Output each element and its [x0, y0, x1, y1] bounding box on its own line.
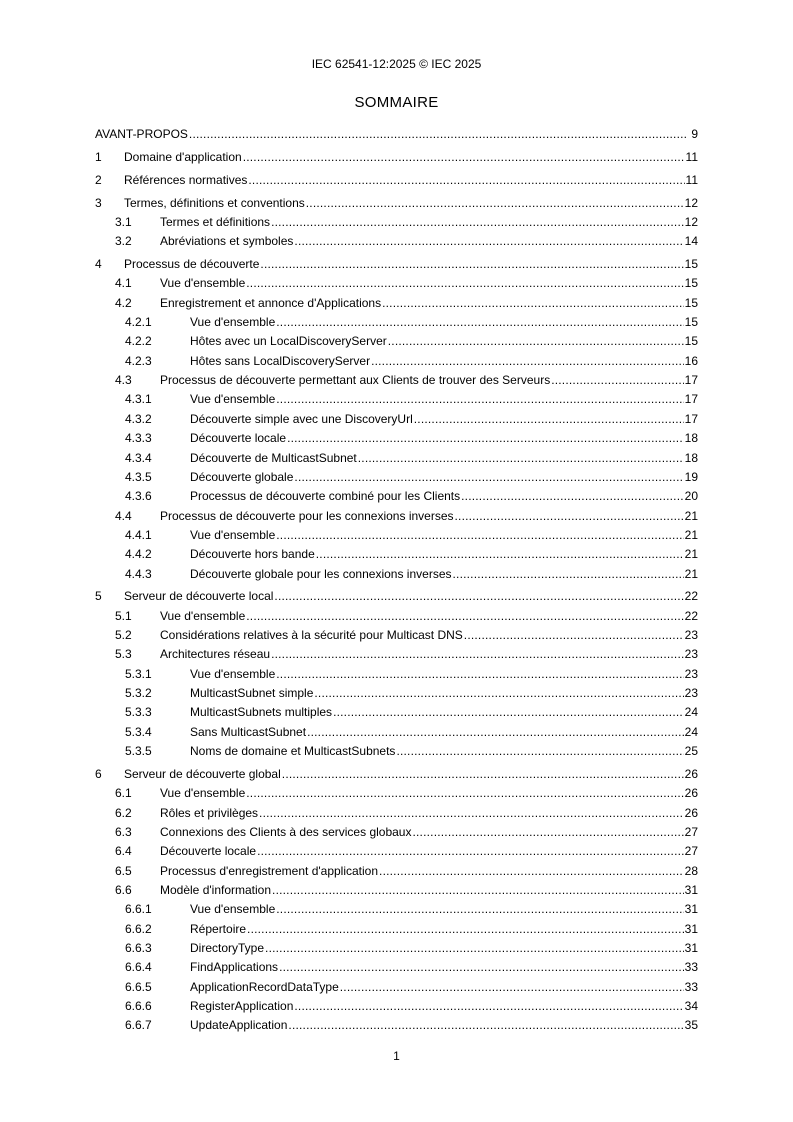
toc-entry[interactable] — [95, 784, 698, 803]
toc-entry-number: 4.4.2 — [125, 547, 152, 562]
toc-entry-page: 31 — [684, 883, 698, 898]
toc-entry[interactable] — [95, 804, 698, 823]
dot-leader — [276, 526, 683, 545]
toc-entry-page: 27 — [684, 844, 698, 859]
toc-entry-page: 26 — [684, 786, 698, 801]
toc-entry-number: 3 — [95, 195, 102, 210]
toc-entry[interactable] — [95, 842, 698, 861]
toc-entry-number: 4.2.1 — [125, 315, 152, 330]
dot-leader — [453, 565, 684, 584]
toc-entry-page: 21 — [684, 527, 698, 542]
toc-entry-number: 5.3.2 — [125, 686, 152, 701]
toc-entry-page: 34 — [684, 999, 698, 1014]
toc-entry-number: 5 — [95, 589, 102, 604]
toc-entry[interactable] — [95, 449, 698, 468]
toc-entry-page: 23 — [684, 686, 698, 701]
toc-entry-number: 4.4.3 — [125, 566, 152, 581]
toc-entry-label: Processus de découverte combiné pour les Clients — [190, 489, 461, 504]
toc-entry-label: Découverte locale — [190, 431, 287, 446]
toc-entry-number: 6.6 — [115, 883, 132, 898]
toc-entry-label: Serveur de découverte global — [124, 767, 281, 781]
toc-entry-label: AVANT-PROPOS — [95, 127, 188, 141]
toc-entry-label: Vue d'ensemble — [190, 902, 276, 917]
toc-entry[interactable] — [95, 978, 698, 997]
dot-leader — [246, 607, 683, 626]
toc-entry-label: Découverte locale — [160, 844, 257, 859]
toc-entry[interactable] — [95, 487, 698, 506]
toc-entry-number: 4.3.1 — [125, 392, 152, 407]
toc-entry[interactable] — [95, 900, 698, 919]
toc-entry-label: Domaine d'application — [124, 149, 242, 164]
toc-entry-page: 11 — [685, 149, 698, 164]
toc-entry-page: 21 — [684, 508, 698, 523]
dot-leader — [464, 626, 684, 645]
dot-leader — [272, 881, 684, 900]
toc-entry-number: 6.3 — [115, 825, 132, 840]
toc-entry-number: 6.6.3 — [125, 941, 152, 956]
toc-entry-number: 6.6.5 — [125, 979, 152, 994]
toc-entry[interactable] — [95, 194, 698, 213]
toc-entry[interactable] — [95, 255, 698, 274]
toc-entry[interactable] — [95, 939, 698, 958]
toc-entry-page: 33 — [684, 960, 698, 975]
toc-entry-page: 22 — [684, 589, 698, 604]
toc-entry[interactable] — [95, 232, 698, 251]
dot-leader — [279, 958, 684, 977]
toc-entry-label: Répertoire — [190, 921, 247, 936]
toc-entry-page: 23 — [684, 628, 698, 643]
toc-entry-label: Serveur de découverte local — [124, 589, 274, 604]
toc-entry-page: 20 — [684, 489, 698, 504]
toc-entry[interactable] — [95, 1016, 698, 1035]
toc-entry-label: Abréviations et symboles — [160, 234, 294, 249]
toc-entry-number: 4.3.4 — [125, 450, 152, 465]
toc-entry-page: 25 — [684, 744, 698, 759]
toc-entry-label: Découverte de MulticastSubnet — [190, 450, 357, 465]
dot-leader — [260, 255, 683, 274]
toc-entry-number: 6 — [95, 767, 102, 781]
dot-leader — [243, 148, 685, 167]
toc-entry-page: 9 — [691, 127, 698, 141]
toc-entry-page: 11 — [685, 172, 698, 187]
toc-entry-label: Hôtes sans LocalDiscoveryServer — [190, 353, 371, 368]
toc-entry[interactable] — [95, 997, 698, 1016]
toc-entry[interactable] — [95, 468, 698, 487]
toc-entry-number: 6.6.7 — [125, 1018, 152, 1033]
toc-entry[interactable] — [95, 274, 698, 293]
toc-entry[interactable] — [95, 410, 698, 429]
toc-entry-label: MulticastSubnet simple — [190, 686, 314, 701]
toc-entry-label: UpdateApplication — [190, 1018, 288, 1033]
page-number: 1 — [393, 1049, 400, 1063]
dot-leader — [248, 171, 684, 190]
toc-entry-label: Connexions des Clients à des services globaux — [160, 825, 412, 840]
toc-entry[interactable] — [95, 920, 698, 939]
toc-entry-page: 31 — [684, 921, 698, 936]
toc-entry-label: Références normatives — [124, 172, 248, 187]
toc-entry-number: 4.2.2 — [125, 334, 152, 349]
toc-entry[interactable] — [95, 125, 698, 144]
toc-entry-label: Découverte simple avec une DiscoveryUrl — [190, 411, 413, 426]
toc-entry-number: 4.3.2 — [125, 411, 152, 426]
toc-entry[interactable] — [95, 765, 698, 784]
toc-entry[interactable] — [95, 587, 698, 606]
toc-entry-number: 4.2.3 — [125, 353, 152, 368]
toc-entry-page: 26 — [684, 767, 698, 781]
dot-leader — [257, 842, 684, 861]
document-header: IEC 62541-12:2025 © IEC 2025 — [311, 57, 482, 71]
toc-entry[interactable] — [95, 352, 698, 371]
toc-entry[interactable] — [95, 294, 698, 313]
toc-entry-page: 24 — [684, 705, 698, 720]
toc-entry-number: 4.3 — [115, 373, 132, 388]
toc-entry[interactable] — [95, 881, 698, 900]
toc-entry-page: 15 — [684, 334, 698, 349]
toc-entry-page: 12 — [684, 195, 698, 210]
toc-entry-page: 15 — [684, 315, 698, 330]
toc-entry-page: 28 — [684, 863, 698, 878]
toc-entry[interactable] — [95, 823, 698, 842]
toc-entry-label: Processus d'enregistrement d'application — [160, 863, 379, 878]
toc-entry-page: 31 — [684, 902, 698, 917]
toc-entry[interactable] — [95, 862, 698, 881]
toc-entry[interactable] — [95, 526, 698, 545]
toc-entry-page: 27 — [684, 825, 698, 840]
toc-entry-number: 6.2 — [115, 805, 132, 820]
toc-entry-label: ApplicationRecordDataType — [190, 979, 339, 994]
toc-entry-number: 4 — [95, 257, 102, 272]
toc-entry-page: 15 — [684, 257, 698, 272]
toc-entry[interactable] — [95, 723, 698, 742]
toc-entry-label: Découverte globale pour les connexions inverses — [190, 566, 452, 581]
dot-leader — [314, 684, 683, 703]
toc-entry-number: 6.6.1 — [125, 902, 152, 917]
dot-leader — [259, 804, 684, 823]
dot-leader — [276, 390, 683, 409]
dot-leader — [271, 645, 684, 664]
dot-leader — [246, 784, 683, 803]
toc-entry-number: 4.3.3 — [125, 431, 152, 446]
toc-entry-number: 5.1 — [115, 608, 132, 623]
toc-entry[interactable] — [95, 148, 698, 167]
toc-entry-number: 4.4.1 — [125, 527, 152, 542]
dot-leader — [371, 352, 684, 371]
dot-leader — [294, 232, 683, 251]
toc-entry-page: 24 — [684, 724, 698, 739]
dot-leader — [246, 274, 683, 293]
toc-entry-label: Architectures réseau — [160, 647, 271, 662]
toc-entry-label: Découverte hors bande — [190, 547, 315, 562]
toc-entry-label: Hôtes avec un LocalDiscoveryServer — [190, 334, 387, 349]
toc-entry-number: 3.2 — [115, 234, 132, 249]
dot-leader — [358, 449, 684, 468]
dot-leader — [287, 429, 684, 448]
toc-entry-label: Termes, définitions et conventions — [124, 195, 305, 210]
toc-entry-label: FindApplications — [190, 960, 279, 975]
toc-entry-number: 6.5 — [115, 863, 132, 878]
toc-entry-page: 21 — [684, 547, 698, 562]
toc-entry-page: 26 — [684, 805, 698, 820]
toc-entry[interactable] — [95, 565, 698, 584]
toc-entry-number: 4.2 — [115, 295, 132, 310]
toc-entry-page: 22 — [684, 608, 698, 623]
table-of-contents — [95, 125, 698, 1036]
dot-leader — [306, 194, 684, 213]
dot-leader — [288, 1016, 683, 1035]
toc-entry-number: 4.4 — [115, 508, 132, 523]
toc-entry-label: Vue d'ensemble — [190, 392, 276, 407]
dot-leader — [461, 487, 684, 506]
toc-entry-label: Modèle d'information — [160, 883, 272, 898]
toc-entry-label: MulticastSubnets multiples — [190, 705, 333, 720]
toc-entry-page: 15 — [684, 276, 698, 291]
dot-leader — [316, 545, 684, 564]
toc-entry-label: Processus de découverte — [124, 257, 260, 272]
toc-entry-label: Noms de domaine et MulticastSubnets — [190, 744, 396, 759]
toc-entry[interactable] — [95, 371, 698, 390]
toc-entry-page: 17 — [684, 411, 698, 426]
toc-entry-label: Vue d'ensemble — [190, 315, 276, 330]
dot-leader — [333, 703, 684, 722]
dot-leader — [274, 587, 683, 606]
toc-entry-label: Découverte globale — [190, 469, 294, 484]
toc-entry[interactable] — [95, 742, 698, 761]
toc-entry-page: 19 — [684, 469, 698, 484]
toc-entry[interactable] — [95, 213, 698, 232]
toc-entry[interactable] — [95, 703, 698, 722]
dot-leader — [282, 765, 684, 784]
toc-entry-number: 3.1 — [115, 214, 132, 229]
toc-entry[interactable] — [95, 626, 698, 645]
toc-entry-number: 6.6.4 — [125, 960, 152, 975]
toc-entry-number: 6.4 — [115, 844, 132, 859]
toc-entry-label: Vue d'ensemble — [190, 527, 276, 542]
dot-leader — [294, 997, 683, 1016]
toc-entry-number: 1 — [95, 149, 102, 164]
toc-entry[interactable] — [95, 390, 698, 409]
dot-leader — [247, 920, 684, 939]
dot-leader — [189, 125, 687, 144]
toc-entry[interactable] — [95, 684, 698, 703]
dot-leader — [396, 742, 683, 761]
toc-entry-label: Processus de découverte pour les connexions inverses — [160, 508, 454, 523]
page-title: SOMMAIRE — [354, 94, 439, 111]
toc-entry-page: 16 — [684, 353, 698, 368]
toc-entry-label: Enregistrement et annonce d'Applications — [160, 295, 382, 310]
dot-leader — [455, 507, 684, 526]
toc-entry-label: RegisterApplication — [190, 999, 294, 1014]
dot-leader — [412, 823, 683, 842]
toc-entry-number: 4.1 — [115, 276, 132, 291]
dot-leader — [379, 862, 684, 881]
toc-entry-page: 17 — [684, 373, 698, 388]
toc-entry-number: 6.1 — [115, 786, 132, 801]
toc-entry[interactable] — [95, 313, 698, 332]
toc-entry-page: 18 — [684, 450, 698, 465]
toc-entry-page: 33 — [684, 979, 698, 994]
toc-entry-label: Considérations relatives à la sécurité pour Multicast DNS — [160, 628, 463, 643]
dot-leader — [382, 294, 684, 313]
toc-entry-number: 4.3.5 — [125, 469, 152, 484]
dot-leader — [414, 410, 684, 429]
toc-entry[interactable] — [95, 429, 698, 448]
toc-entry-label: Vue d'ensemble — [160, 608, 246, 623]
dot-leader — [388, 332, 684, 351]
dot-leader — [271, 213, 684, 232]
toc-entry-label: Vue d'ensemble — [190, 666, 276, 681]
toc-entry-page: 14 — [684, 234, 698, 249]
toc-entry-page: 35 — [684, 1018, 698, 1033]
toc-entry-number: 4.3.6 — [125, 489, 152, 504]
dot-leader — [340, 978, 684, 997]
toc-entry-number: 6.6.6 — [125, 999, 152, 1014]
toc-entry-page: 17 — [684, 392, 698, 407]
toc-entry-label: Vue d'ensemble — [160, 276, 246, 291]
toc-entry-page: 18 — [684, 431, 698, 446]
toc-entry[interactable] — [95, 665, 698, 684]
toc-entry-number: 5.3.4 — [125, 724, 152, 739]
toc-entry-number: 5.3.5 — [125, 744, 152, 759]
toc-entry-label: Sans MulticastSubnet — [190, 724, 307, 739]
toc-entry-label: DirectoryType — [190, 941, 265, 956]
dot-leader — [265, 939, 684, 958]
toc-entry-page: 23 — [684, 647, 698, 662]
toc-entry[interactable] — [95, 958, 698, 977]
toc-entry[interactable] — [95, 332, 698, 351]
toc-entry-page: 31 — [684, 941, 698, 956]
toc-entry-page: 21 — [684, 566, 698, 581]
dot-leader — [276, 665, 683, 684]
toc-entry-number: 5.3.1 — [125, 666, 152, 681]
dot-leader — [276, 313, 683, 332]
toc-entry[interactable] — [95, 545, 698, 564]
toc-entry[interactable] — [95, 645, 698, 664]
dot-leader — [307, 723, 684, 742]
toc-entry-page: 15 — [684, 295, 698, 310]
toc-entry[interactable] — [95, 607, 698, 626]
toc-entry-label: Termes et définitions — [160, 214, 271, 229]
dot-leader — [276, 900, 683, 919]
toc-entry-number: 5.3 — [115, 647, 132, 662]
toc-entry-label: Rôles et privilèges — [160, 805, 259, 820]
toc-entry[interactable] — [95, 507, 698, 526]
toc-entry[interactable] — [95, 171, 698, 190]
toc-entry-label: Vue d'ensemble — [160, 786, 246, 801]
dot-leader — [294, 468, 683, 487]
dot-leader — [551, 371, 683, 390]
toc-entry-number: 5.2 — [115, 628, 132, 643]
toc-entry-number: 6.6.2 — [125, 921, 152, 936]
toc-entry-page: 23 — [684, 666, 698, 681]
toc-entry-number: 2 — [95, 172, 102, 187]
toc-entry-number: 5.3.3 — [125, 705, 152, 720]
toc-entry-label: Processus de découverte permettant aux Clients de trouver des Serveurs — [160, 373, 551, 388]
toc-entry-page: 12 — [684, 214, 698, 229]
